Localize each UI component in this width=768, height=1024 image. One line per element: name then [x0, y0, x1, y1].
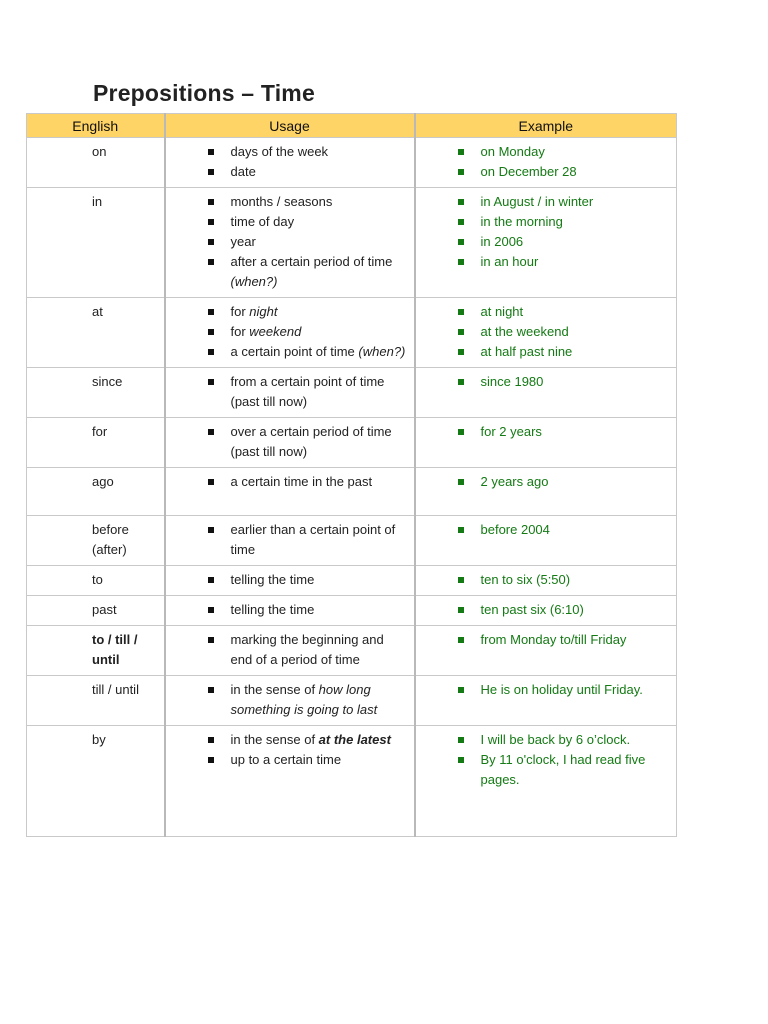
preposition-cell: ago [27, 468, 165, 516]
example-text: from Monday to/till Friday [480, 632, 627, 647]
usage-item [208, 520, 408, 560]
square-bullet-icon [208, 199, 214, 205]
usage-item [208, 570, 408, 590]
square-bullet-icon [208, 607, 214, 613]
example-text: at half past nine [480, 344, 573, 359]
usage-text: date [230, 164, 256, 179]
example-text: ten past six (6:10) [480, 602, 584, 617]
example-item [458, 750, 671, 790]
example-cell [415, 298, 677, 368]
usage-text: for [230, 304, 250, 319]
square-bullet-icon [208, 479, 214, 485]
usage-list [208, 192, 408, 292]
usage-text: in the sense of [230, 732, 319, 747]
example-item [458, 570, 671, 590]
usage-list [208, 302, 408, 362]
example-text: for 2 years [480, 424, 542, 439]
square-bullet-icon [208, 527, 214, 533]
table-row [27, 566, 677, 596]
square-bullet-icon [458, 527, 464, 533]
usage-cell [165, 418, 415, 468]
usage-item [208, 302, 408, 322]
usage-item [208, 422, 408, 462]
usage-item [208, 472, 408, 492]
usage-item [208, 192, 408, 212]
example-text: since 1980 [480, 374, 544, 389]
square-bullet-icon [458, 429, 464, 435]
usage-item [208, 600, 408, 620]
example-item [458, 252, 671, 272]
usage-text: up to a certain time [230, 752, 342, 767]
example-cell [415, 676, 677, 726]
square-bullet-icon [458, 379, 464, 385]
table-row [27, 188, 677, 298]
example-list [458, 680, 671, 700]
column-header-usage: Usage [165, 114, 415, 138]
usage-list [208, 730, 408, 770]
table-row [27, 468, 677, 516]
usage-list [208, 570, 408, 590]
usage-cell [165, 298, 415, 368]
example-text: on December 28 [480, 164, 577, 179]
example-cell [415, 516, 677, 566]
square-bullet-icon [458, 349, 464, 355]
usage-item [208, 630, 408, 670]
table-row [27, 418, 677, 468]
usage-item [208, 680, 408, 720]
usage-text: weekend [249, 324, 302, 339]
square-bullet-icon [458, 329, 464, 335]
example-item [458, 342, 671, 362]
example-item [458, 680, 671, 700]
example-item [458, 730, 671, 750]
example-item [458, 472, 671, 492]
table-row [27, 298, 677, 368]
usage-text: in the sense of [230, 682, 319, 697]
usage-item [208, 252, 408, 292]
square-bullet-icon [208, 169, 214, 175]
square-bullet-icon [208, 149, 214, 155]
square-bullet-icon [458, 239, 464, 245]
example-cell [415, 138, 677, 188]
example-cell [415, 626, 677, 676]
square-bullet-icon [458, 737, 464, 743]
square-bullet-icon [208, 239, 214, 245]
example-item [458, 520, 671, 540]
square-bullet-icon [208, 737, 214, 743]
example-list [458, 192, 671, 272]
square-bullet-icon [458, 479, 464, 485]
usage-cell [165, 468, 415, 516]
table-row [27, 516, 677, 566]
usage-item [208, 730, 408, 750]
square-bullet-icon [458, 687, 464, 693]
example-text: in an hour [480, 254, 539, 269]
usage-cell [165, 516, 415, 566]
usage-item [208, 342, 408, 362]
preposition-cell: past [27, 596, 165, 626]
usage-item [208, 750, 408, 770]
square-bullet-icon [208, 379, 214, 385]
example-cell [415, 596, 677, 626]
usage-cell [165, 626, 415, 676]
example-text: I will be back by 6 o’clock. [480, 732, 631, 747]
square-bullet-icon [208, 219, 214, 225]
example-cell [415, 418, 677, 468]
usage-item [208, 372, 408, 412]
square-bullet-icon [208, 349, 214, 355]
column-header-example: Example [415, 114, 677, 138]
example-text: on Monday [480, 144, 545, 159]
square-bullet-icon [208, 577, 214, 583]
square-bullet-icon [458, 607, 464, 613]
usage-text: at the latest [318, 732, 391, 747]
usage-text: night [249, 304, 278, 319]
usage-cell [165, 726, 415, 837]
square-bullet-icon [458, 309, 464, 315]
usage-cell [165, 138, 415, 188]
example-list [458, 142, 671, 182]
usage-text: how long something is going to last [230, 682, 378, 717]
example-list [458, 600, 671, 620]
usage-text: months / seasons [230, 194, 333, 209]
example-text: at the weekend [480, 324, 569, 339]
example-item [458, 142, 671, 162]
usage-cell [165, 188, 415, 298]
square-bullet-icon [208, 329, 214, 335]
usage-list [208, 680, 408, 720]
usage-text: telling the time [230, 602, 315, 617]
example-cell [415, 468, 677, 516]
square-bullet-icon [458, 577, 464, 583]
usage-item [208, 142, 408, 162]
usage-list [208, 520, 408, 560]
usage-text: (when?) [230, 274, 278, 289]
usage-item [208, 162, 408, 182]
example-list [458, 472, 671, 492]
example-text: in August / in winter [480, 194, 594, 209]
usage-text: a certain point of time [230, 344, 359, 359]
usage-list [208, 422, 408, 462]
usage-text: telling the time [230, 572, 315, 587]
example-item [458, 162, 671, 182]
example-item [458, 232, 671, 252]
example-item [458, 422, 671, 442]
table-body [27, 138, 677, 837]
example-item [458, 630, 671, 650]
example-item [458, 192, 671, 212]
preposition-cell: in [27, 188, 165, 298]
usage-text: time of day [230, 214, 295, 229]
preposition-cell: till / until [27, 676, 165, 726]
usage-list [208, 372, 408, 412]
usage-cell [165, 566, 415, 596]
example-list [458, 570, 671, 590]
usage-text: days of the week [230, 144, 329, 159]
example-list [458, 422, 671, 442]
square-bullet-icon [208, 757, 214, 763]
example-text: By 11 o'clock, I had read five pages. [480, 752, 646, 787]
example-text: in the morning [480, 214, 563, 229]
usage-text: from a certain point of time (past till now) [230, 374, 385, 409]
usage-list [208, 630, 408, 670]
example-item [458, 302, 671, 322]
preposition-cell: at [27, 298, 165, 368]
example-list [458, 372, 671, 392]
usage-text: (when?) [358, 344, 406, 359]
square-bullet-icon [458, 199, 464, 205]
square-bullet-icon [208, 429, 214, 435]
square-bullet-icon [208, 309, 214, 315]
example-list [458, 730, 671, 790]
example-list [458, 302, 671, 362]
square-bullet-icon [458, 259, 464, 265]
example-list [458, 520, 671, 540]
usage-item [208, 232, 408, 252]
usage-text: a certain time in the past [230, 474, 373, 489]
table-row [27, 676, 677, 726]
example-text: in 2006 [480, 234, 524, 249]
usage-list [208, 472, 408, 492]
example-text: before 2004 [480, 522, 550, 537]
square-bullet-icon [458, 149, 464, 155]
usage-item [208, 322, 408, 342]
example-text: He is on holiday until Friday. [480, 682, 643, 697]
example-list [458, 630, 671, 650]
square-bullet-icon [458, 219, 464, 225]
table-header-row [27, 114, 677, 138]
usage-text: after a certain period of time [230, 254, 393, 269]
example-text: 2 years ago [480, 474, 549, 489]
square-bullet-icon [208, 259, 214, 265]
table-row [27, 138, 677, 188]
preposition-cell: for [27, 418, 165, 468]
preposition-cell: since [27, 368, 165, 418]
example-item [458, 322, 671, 342]
example-item [458, 372, 671, 392]
usage-text: for [230, 324, 250, 339]
example-cell [415, 726, 677, 837]
example-item [458, 212, 671, 232]
square-bullet-icon [458, 757, 464, 763]
usage-list [208, 600, 408, 620]
usage-cell [165, 368, 415, 418]
example-cell [415, 188, 677, 298]
square-bullet-icon [458, 637, 464, 643]
table-row [27, 368, 677, 418]
example-text: ten to six (5:50) [480, 572, 571, 587]
example-text: at night [480, 304, 524, 319]
usage-list [208, 142, 408, 182]
column-header-english: English [27, 114, 165, 138]
usage-cell [165, 596, 415, 626]
example-item [458, 600, 671, 620]
preposition-cell: to [27, 566, 165, 596]
page-title: Prepositions – Time [93, 80, 315, 106]
usage-item [208, 212, 408, 232]
preposition-cell: on [27, 138, 165, 188]
table-row [27, 596, 677, 626]
preposition-cell: to / till / until [27, 626, 165, 676]
preposition-cell: before (after) [27, 516, 165, 566]
usage-text: marking the beginning and end of a period of time [230, 632, 384, 667]
prepositions-table [26, 113, 677, 837]
square-bullet-icon [208, 637, 214, 643]
usage-text: earlier than a certain point of time [230, 522, 396, 557]
table-row [27, 726, 677, 837]
usage-text: year [230, 234, 256, 249]
usage-text: over a certain period of time (past till now) [230, 424, 392, 459]
table-row [27, 626, 677, 676]
square-bullet-icon [208, 687, 214, 693]
example-cell [415, 368, 677, 418]
square-bullet-icon [458, 169, 464, 175]
example-cell [415, 566, 677, 596]
preposition-cell: by [27, 726, 165, 837]
usage-cell [165, 676, 415, 726]
